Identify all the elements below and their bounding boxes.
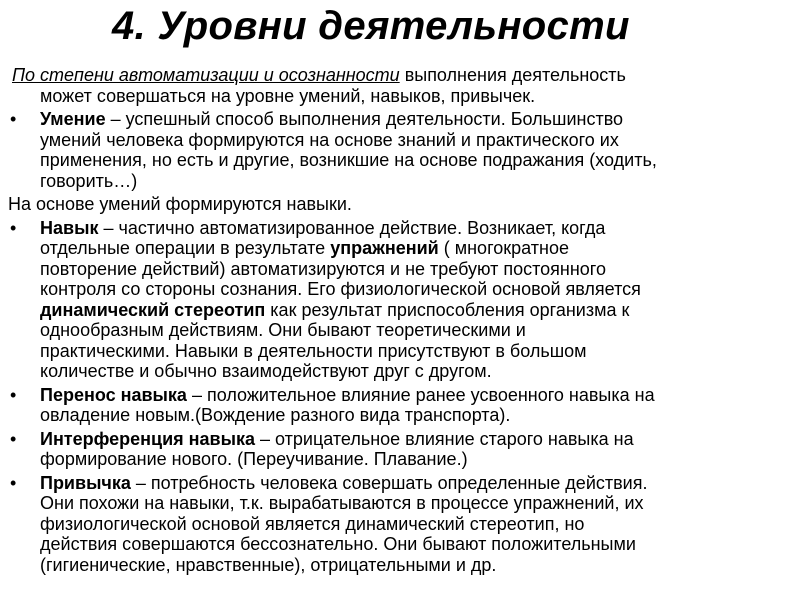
bullet-line (40, 218, 798, 239)
bullet-marker: • (10, 109, 17, 129)
bullet-line (40, 385, 798, 406)
intro-line (8, 65, 798, 86)
term-uprazhneniy: упражнений (330, 238, 439, 258)
bullet-line: практическими. Навыки в деятельности присутствуют в большом (40, 340, 587, 361)
term-privychka: Привычка (40, 472, 131, 493)
slide-title: 4. Уровни деятельности (112, 4, 630, 48)
bullet-interferencia (8, 429, 798, 470)
bullet-umenie (8, 109, 798, 191)
bullet-line: действия совершаются бессознательно. Они бывают положительными (40, 534, 636, 554)
skills-formed-line: На основе умений формируются навыки. (8, 194, 352, 214)
bullet-marker: • (10, 428, 17, 449)
bullet-text: ( многократное (438, 238, 569, 258)
bullet-text: – положительное влияние ранее усвоенного навыка на (186, 384, 655, 405)
bullet-line: физиологической основой является динамический стереотип, но (40, 513, 585, 534)
bullet-line: (гигиенические, нравственные), отрицательными и др. (40, 554, 497, 575)
bullet-line: овладение новым.(Вождение разного вида транспорта). (40, 405, 511, 425)
bullet-text: как результат приспособления организма к (265, 299, 630, 320)
bullet-text: – отрицательное влияние старого навыка на (255, 428, 634, 449)
bullet-navyk (8, 218, 798, 382)
bullet-marker: • (10, 384, 17, 405)
bullet-line (40, 238, 798, 259)
bullet-text: – потребность человека совершать определенные действия. (130, 472, 648, 493)
bullet-text: – частично автоматизированное действие. Возникает, когда (98, 217, 606, 238)
term-dynamic-stereotype: динамический стереотип (40, 299, 266, 320)
bullet-marker: • (10, 472, 17, 493)
bullet-marker: • (10, 217, 17, 238)
bullet-privychka (8, 473, 798, 576)
term-umenie: Умение (40, 109, 106, 129)
intro-underlined-phrase: По степени автоматизации и осознанности (12, 65, 400, 85)
bullet-perenos (8, 385, 798, 426)
bullet-line: однообразным действиям. Они бывают теоретическими и (40, 320, 526, 340)
bullet-line: применения, но есть и другие, возникшие на основе подражания (ходить, (40, 150, 657, 170)
bullet-line: умений человека формируются на основе знаний и практического их (40, 129, 619, 150)
term-navyk: Навык (40, 217, 99, 238)
bullet-line (40, 300, 798, 321)
bullet-line: контроля со стороны сознания. Его физиологической основой является (40, 279, 641, 299)
bullet-line: повторение действий) автоматизируются и не требуют постоянного (40, 258, 606, 279)
bullet-line: формирование нового. (Переучивание. Плавание.) (40, 449, 468, 469)
intro-paragraph (8, 65, 798, 106)
bullet-line: говорить…) (40, 170, 138, 191)
term-perenos: Перенос навыка (40, 384, 187, 405)
bullet-line (40, 429, 798, 450)
term-interferencia: Интерференция навыка (40, 428, 256, 449)
intro-text: выполнения деятельность (399, 65, 626, 85)
bullet-line (40, 473, 798, 494)
bullet-line: Они похожи на навыки, т.к. вырабатываются в процессе упражнений, их (40, 493, 644, 513)
intro-line: может совершаться на уровне умений, навыков, привычек. (40, 85, 536, 106)
bullet-line (40, 109, 798, 130)
bullet-line: количестве и обычно взаимодействуют друг с другом. (40, 361, 492, 381)
bullet-text: отдельные операции в результате (40, 238, 331, 258)
slide-body (8, 65, 798, 575)
bullet-text: – успешный способ выполнения деятельности. Большинство (105, 109, 624, 129)
